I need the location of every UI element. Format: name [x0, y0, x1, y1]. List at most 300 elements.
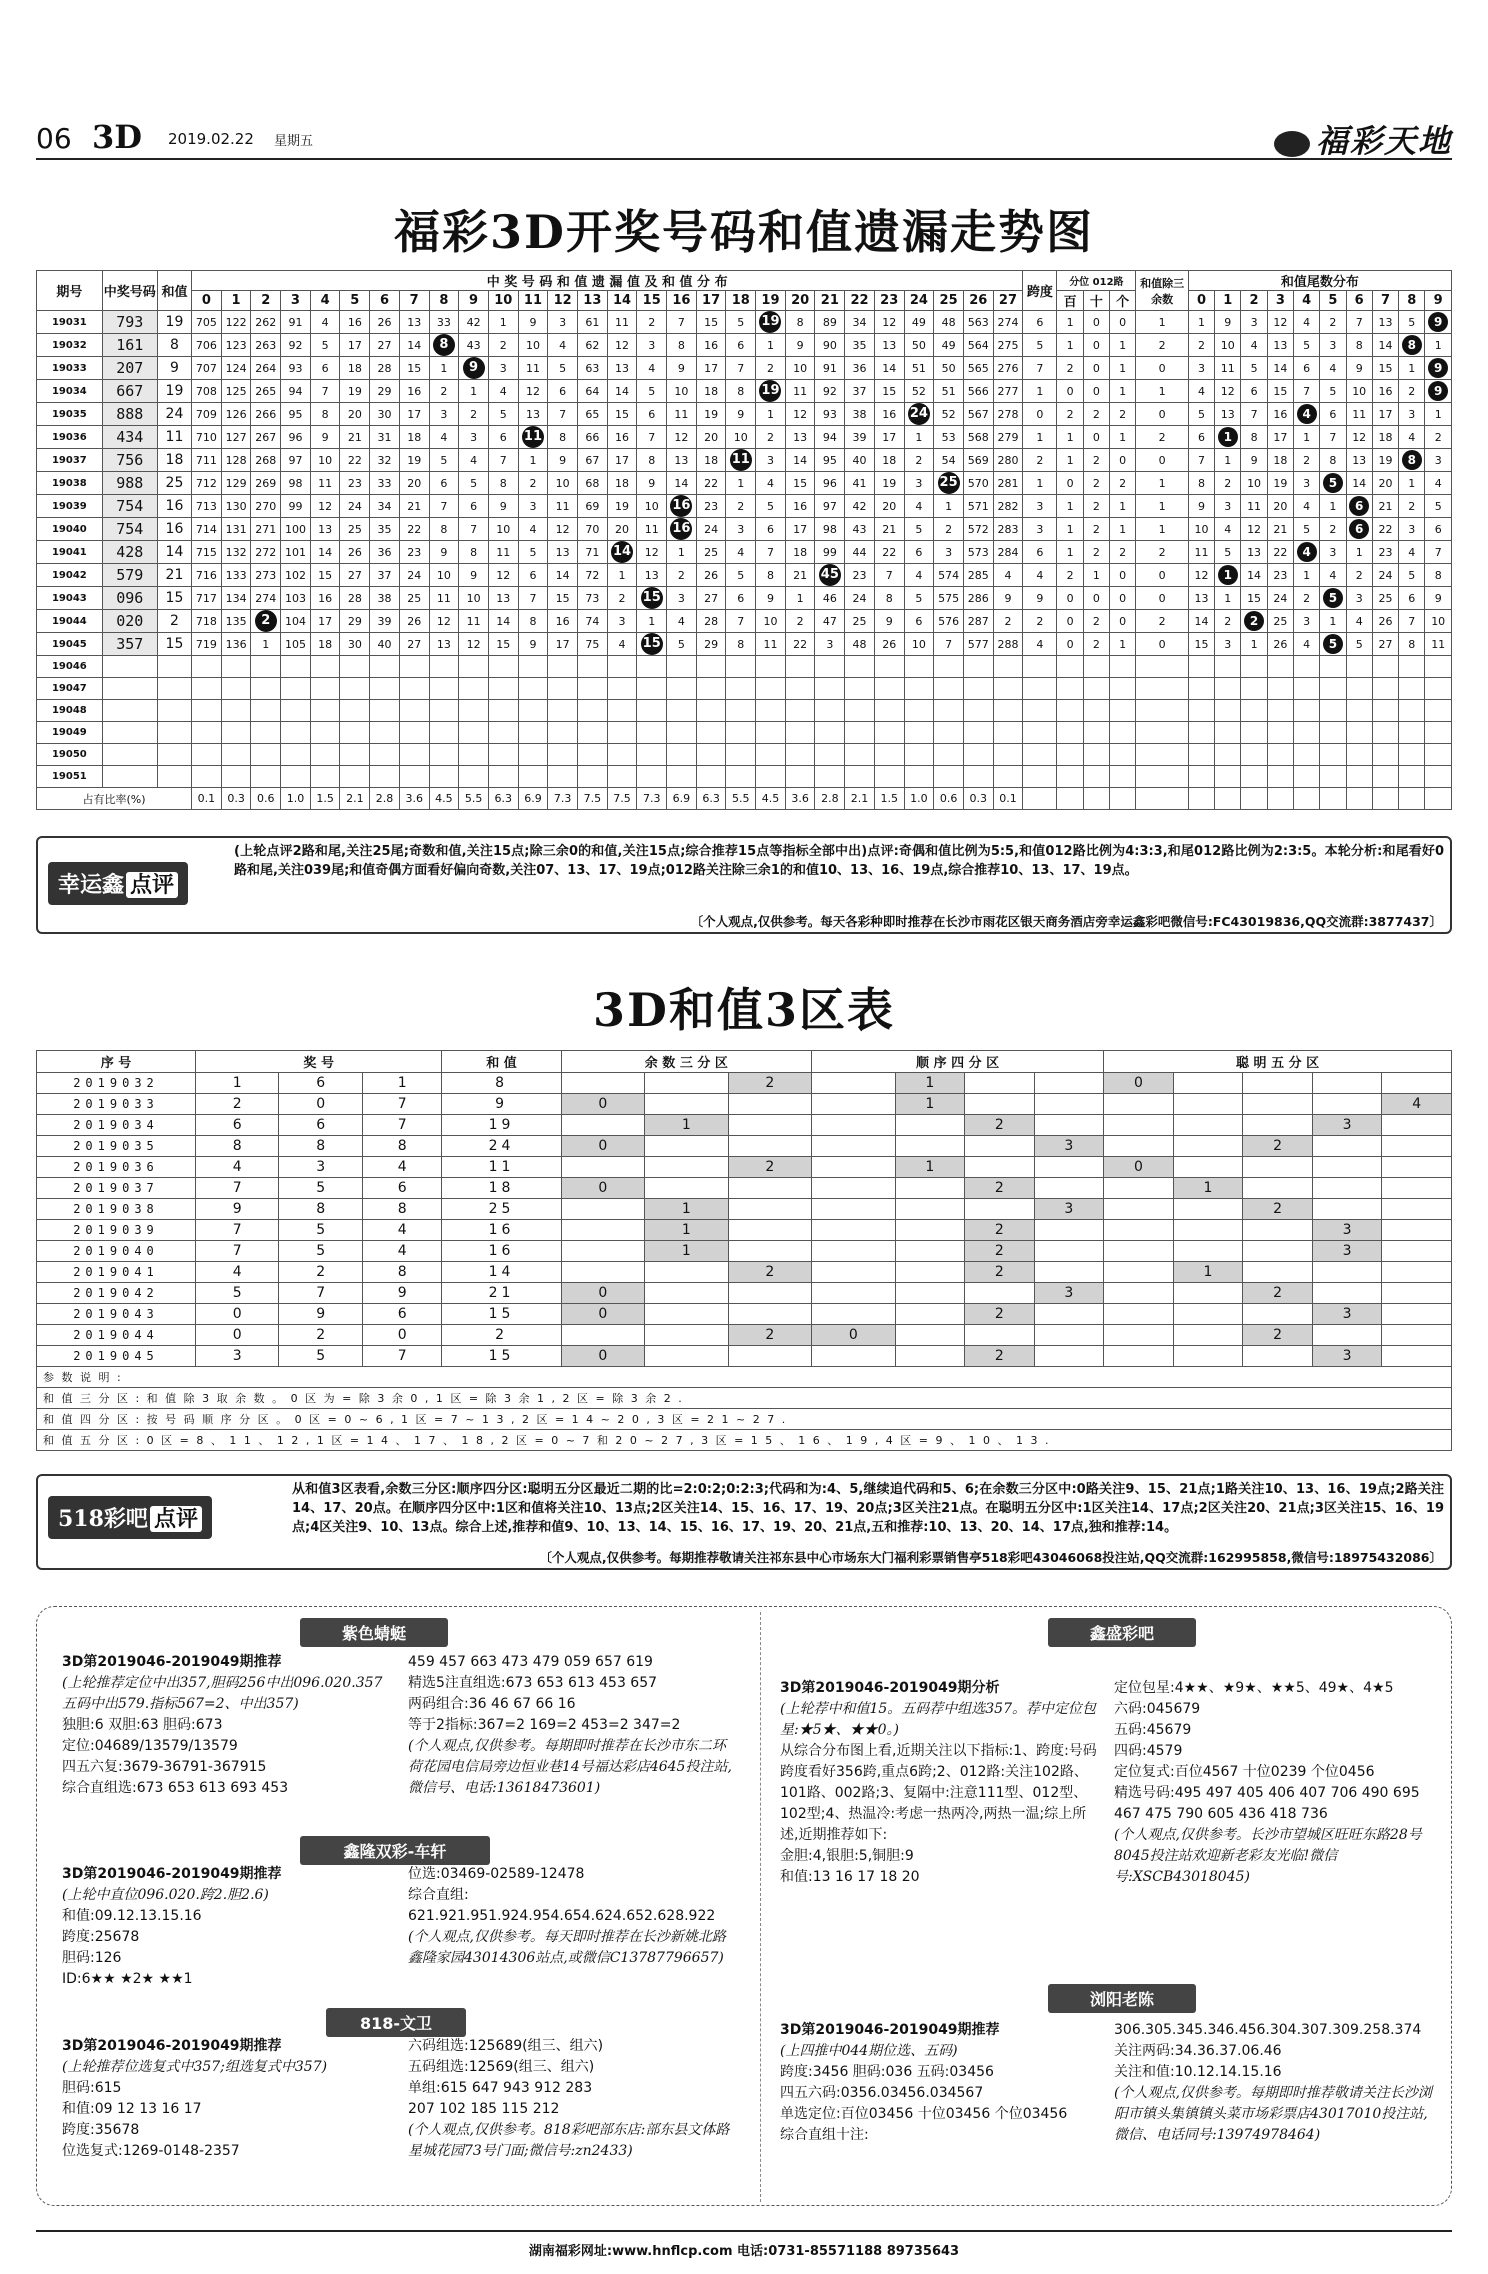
- tail-cell: 7: [1399, 610, 1425, 633]
- tail-ball: 5: [1323, 473, 1343, 493]
- sum-miss-cell: 28: [370, 357, 400, 380]
- empty-cell: [221, 700, 251, 722]
- col-sum-value: 16: [667, 291, 697, 311]
- empty-cell: [488, 678, 518, 700]
- empty-cell: [845, 678, 875, 700]
- zone-digit: 3: [195, 1346, 278, 1367]
- sum-miss-cell: 276: [993, 357, 1023, 380]
- tail-cell: 10: [1188, 518, 1214, 541]
- tail-cell: [1320, 587, 1346, 610]
- col-route-sub: 十: [1083, 291, 1109, 311]
- sum-miss-cell: 11: [637, 518, 667, 541]
- sum-miss-cell: 124: [221, 357, 251, 380]
- empty-cell: [1346, 744, 1372, 766]
- table-row: [37, 1073, 1452, 1094]
- zone-cell-z5: 3: [1312, 1304, 1382, 1325]
- empty-row: [37, 656, 1452, 678]
- empty-cell: [102, 700, 157, 722]
- span-cell: 6: [1023, 311, 1057, 334]
- empty-cell: [340, 700, 370, 722]
- tail-cell: 13: [1372, 311, 1398, 334]
- sum-miss-cell: 3: [637, 334, 667, 357]
- sum-miss-cell: 65: [577, 403, 607, 426]
- route-cell: 1: [1110, 426, 1136, 449]
- empty-cell: [548, 766, 578, 788]
- zone-cell-z5: [1104, 1094, 1174, 1115]
- rec-line: 胆码:126: [62, 1950, 122, 1966]
- zone-cell-z5: [1173, 1199, 1243, 1220]
- sum-miss-cell: 3: [726, 518, 756, 541]
- sum-miss-cell: 22: [785, 633, 815, 656]
- route-cell: 2: [1083, 403, 1109, 426]
- empty-cell: [1188, 656, 1214, 678]
- col-mod3: 和值除三余数: [1136, 271, 1189, 311]
- rec-heading: 3D第2019046-2019049期推荐: [62, 1866, 282, 1882]
- sum-miss-cell: 22: [874, 541, 904, 564]
- sum-miss-cell: 4: [488, 380, 518, 403]
- sum-miss-cell: 17: [696, 357, 726, 380]
- sum-miss-cell: 22: [340, 449, 370, 472]
- empty-cell: [281, 766, 311, 788]
- zone-cell-z4: 2: [965, 1262, 1035, 1283]
- mod3-cell: 0: [1136, 587, 1189, 610]
- span-cell: 6: [1023, 541, 1057, 564]
- tail-cell: 1: [1425, 334, 1452, 357]
- empty-cell: [1083, 766, 1109, 788]
- empty-cell: [518, 656, 548, 678]
- empty-cell: [1425, 700, 1452, 722]
- period-cell: 19034: [37, 380, 103, 403]
- sum-miss-cell: 15: [874, 380, 904, 403]
- zone-cell-z5: [1382, 1283, 1452, 1304]
- route-cell: 1: [1057, 541, 1083, 564]
- route-cell: 2: [1083, 518, 1109, 541]
- tail-cell: 1: [1215, 587, 1241, 610]
- sum-miss-cell: 14: [548, 564, 578, 587]
- zone-cell-z5: [1173, 1304, 1243, 1325]
- empty-cell: [726, 766, 756, 788]
- route-cell: 0: [1083, 426, 1109, 449]
- sum-miss-cell: 36: [845, 357, 875, 380]
- zone-digit: 6: [362, 1304, 441, 1325]
- sum-miss-cell: 270: [251, 495, 281, 518]
- sum-miss-cell: 39: [370, 610, 400, 633]
- sum-miss-cell: 563: [963, 311, 993, 334]
- ratio-cell: 0.3: [221, 788, 251, 810]
- sum-miss-cell: 99: [281, 495, 311, 518]
- ratio-cell: 6.3: [696, 788, 726, 810]
- sum-miss-cell: 27: [399, 633, 429, 656]
- tail-cell: 20: [1372, 472, 1398, 495]
- sum-miss-cell: 22: [696, 472, 726, 495]
- period-cell: 19044: [37, 610, 103, 633]
- zone-cell-z4: [895, 1199, 965, 1220]
- number-cell: 754: [102, 495, 157, 518]
- sum-miss-cell: 15: [696, 311, 726, 334]
- zone-cell-z4: [965, 1325, 1035, 1346]
- ratio-cell: 1.0: [281, 788, 311, 810]
- sum-miss-cell: 11: [488, 541, 518, 564]
- zone-cell-z3: [728, 1136, 811, 1157]
- tail-cell: 14: [1346, 472, 1372, 495]
- sum-miss-cell: 3: [607, 610, 637, 633]
- sum-miss-cell: 19: [696, 403, 726, 426]
- trend-table: [36, 270, 1452, 810]
- sum-miss-cell: 16: [696, 334, 726, 357]
- zone-digit: 9: [362, 1283, 441, 1304]
- empty-cell: [488, 700, 518, 722]
- empty-cell: [1057, 678, 1083, 700]
- col-sum-value: 15: [637, 291, 667, 311]
- zone-cell-z5: [1382, 1241, 1452, 1262]
- sum-miss-cell: 3: [459, 426, 489, 449]
- zone-cell-z4: 2: [965, 1220, 1035, 1241]
- sum-miss-cell: 1: [488, 311, 518, 334]
- period-cell: 19033: [37, 357, 103, 380]
- sum-miss-cell: 15: [548, 587, 578, 610]
- route-cell: 2: [1083, 633, 1109, 656]
- tail-cell: 24: [1267, 587, 1293, 610]
- empty-cell: [1346, 766, 1372, 788]
- tail-cell: 6: [1425, 518, 1452, 541]
- ratio-cell: 7.5: [577, 788, 607, 810]
- sum-miss-cell: 10: [726, 426, 756, 449]
- route-cell: 1: [1083, 564, 1109, 587]
- zone-title: 3D和值3区表: [593, 983, 895, 1037]
- route-cell: 1: [1110, 357, 1136, 380]
- sum-miss-cell: [518, 426, 548, 449]
- empty-cell: [637, 678, 667, 700]
- table-row: [37, 1094, 1452, 1115]
- empty-cell: [1023, 744, 1057, 766]
- zone-cell-z5: [1104, 1304, 1174, 1325]
- period-cell: 19043: [37, 587, 103, 610]
- empty-cell: [251, 722, 281, 744]
- sum-ball: 8: [433, 334, 455, 356]
- sum-miss-cell: 5: [726, 564, 756, 587]
- tail-cell: 3: [1215, 495, 1241, 518]
- span-cell: 7: [1023, 357, 1057, 380]
- zone-cell-z5: [1243, 1094, 1313, 1115]
- empty-cell: [548, 744, 578, 766]
- sum-miss-cell: 268: [251, 449, 281, 472]
- empty-cell: [1425, 656, 1452, 678]
- sum-miss-cell: 92: [281, 334, 311, 357]
- sum-miss-cell: 706: [192, 334, 222, 357]
- sum-miss-cell: 12: [607, 334, 637, 357]
- route-cell: 0: [1057, 380, 1083, 403]
- sum-miss-cell: 568: [963, 426, 993, 449]
- sum-miss-cell: 66: [577, 426, 607, 449]
- sum-miss-cell: 7: [667, 311, 697, 334]
- sum-miss-cell: 10: [548, 472, 578, 495]
- empty-cell: [1136, 744, 1189, 766]
- sum-miss-cell: 46: [815, 587, 845, 610]
- tail-cell: 19: [1372, 449, 1398, 472]
- rec-block-5-left: [780, 2020, 1098, 2146]
- sum-miss-cell: 6: [904, 610, 934, 633]
- span-cell: 2: [1023, 610, 1057, 633]
- empty-cell: [157, 722, 191, 744]
- empty-cell: [1372, 766, 1398, 788]
- badge-text: 518彩吧: [58, 1506, 148, 1532]
- sum-miss-cell: 5: [726, 311, 756, 334]
- comment-badge-2: [48, 1496, 212, 1539]
- span-cell: 1: [1023, 472, 1057, 495]
- sum-miss-cell: 713: [192, 495, 222, 518]
- period-cell: 19039: [37, 495, 103, 518]
- sum-miss-cell: 35: [370, 518, 400, 541]
- tail-cell: [1293, 541, 1319, 564]
- zone-cell-z3: [728, 1178, 811, 1199]
- rec-line: 六码:045679: [1114, 1701, 1201, 1717]
- sum-miss-cell: 17: [340, 334, 370, 357]
- zone-cell-z4: [1034, 1073, 1104, 1094]
- comment-badge-1: [48, 862, 188, 905]
- zone-cell-z5: [1104, 1136, 1174, 1157]
- sum-miss-cell: 17: [785, 518, 815, 541]
- zone-cell-z5: [1104, 1325, 1174, 1346]
- col-sum-value: 19: [756, 291, 786, 311]
- sum-miss-cell: 41: [845, 472, 875, 495]
- rec-line: 四五六复:3679-36791-367915: [62, 1759, 267, 1775]
- zone-cell-z3: [645, 1325, 728, 1346]
- sum-miss-cell: 25: [399, 587, 429, 610]
- sum-miss-cell: 6: [310, 357, 340, 380]
- sum-miss-cell: 12: [637, 541, 667, 564]
- rec-line: 跨度:35678: [62, 2122, 140, 2138]
- sum-miss-cell: 20: [607, 518, 637, 541]
- sum-miss-cell: 283: [993, 518, 1023, 541]
- empty-cell: [459, 722, 489, 744]
- sum-ball: 19: [759, 380, 781, 402]
- zone-note-row: [37, 1388, 1452, 1409]
- sum-miss-cell: 6: [429, 472, 459, 495]
- route-cell: 1: [1057, 334, 1083, 357]
- page-footer: 湖南福彩网址:www.hnflcp.com 电话:0731-85571188 89735643: [36, 2230, 1452, 2259]
- ratio-cell: 0.1: [993, 788, 1023, 810]
- tail-cell: 11: [1215, 357, 1241, 380]
- tail-cell: 1: [1215, 449, 1241, 472]
- sum-miss-cell: 712: [192, 472, 222, 495]
- number-cell: 754: [102, 518, 157, 541]
- sum-miss-cell: 3: [815, 633, 845, 656]
- table-row: [37, 449, 1452, 472]
- sum-miss-cell: 4: [637, 357, 667, 380]
- sum-miss-cell: 8: [874, 587, 904, 610]
- sum-miss-cell: 265: [251, 380, 281, 403]
- rec-line: 位选:03469-02589-12478: [408, 1866, 585, 1882]
- sum-miss-cell: 13: [607, 357, 637, 380]
- sum-miss-cell: 10: [488, 518, 518, 541]
- tab-xinlong: 鑫隆双彩-车轩: [300, 1836, 490, 1865]
- zone-cell-z4: [1034, 1094, 1104, 1115]
- sum-miss-cell: 280: [993, 449, 1023, 472]
- empty-cell: [637, 766, 667, 788]
- sum-miss-cell: 136: [221, 633, 251, 656]
- route-cell: 1: [1110, 334, 1136, 357]
- zone-cell-z3: [561, 1241, 644, 1262]
- comment-box-1: [36, 836, 1452, 934]
- sum-miss-cell: 122: [221, 311, 251, 334]
- sum-miss-cell: 8: [459, 541, 489, 564]
- zone-cell-z3: 1: [645, 1199, 728, 1220]
- tail-cell: [1399, 449, 1425, 472]
- sum-miss-cell: 23: [340, 472, 370, 495]
- rec-line: 621.921.951.924.954.654.624.652.628.922: [408, 1908, 716, 1924]
- empty-cell: [845, 656, 875, 678]
- period-cell: 19036: [37, 426, 103, 449]
- route-cell: 2: [1110, 472, 1136, 495]
- zone-digit: 4: [362, 1157, 441, 1178]
- zone-head-sum: 和 值: [442, 1051, 561, 1073]
- empty-cell: [1399, 678, 1425, 700]
- zone-cell-z4: [812, 1199, 895, 1220]
- sum-miss-cell: 14: [785, 449, 815, 472]
- empty-cell: [963, 678, 993, 700]
- zone-cell-z5: 2: [1243, 1283, 1313, 1304]
- rec-line: 两码组合:36 46 67 66 16: [408, 1696, 576, 1712]
- sum-miss-cell: 5: [637, 380, 667, 403]
- sum-miss-cell: 89: [815, 311, 845, 334]
- zone-digit: 8: [362, 1262, 441, 1283]
- empty-cell: [637, 744, 667, 766]
- tail-cell: 18: [1267, 449, 1293, 472]
- sum-miss-cell: 269: [251, 472, 281, 495]
- empty-cell: [310, 678, 340, 700]
- rec-last-result: (上轮中直位096.020.跨2.胆2.6): [62, 1887, 269, 1903]
- ratio-cell: 0.6: [251, 788, 281, 810]
- sum-miss-cell: 13: [548, 541, 578, 564]
- sum-miss-cell: 17: [607, 449, 637, 472]
- col-sum: 和值: [157, 271, 191, 311]
- table-row: [37, 403, 1452, 426]
- sum-miss-cell: 128: [221, 449, 251, 472]
- sum-miss-cell: 49: [934, 334, 964, 357]
- empty-cell: [904, 678, 934, 700]
- sum-miss-cell: 54: [934, 449, 964, 472]
- sum-miss-cell: 1: [904, 426, 934, 449]
- sum-miss-cell: 64: [577, 380, 607, 403]
- sum-miss-cell: 16: [310, 587, 340, 610]
- tab-xinsheng: 鑫盛彩吧: [1048, 1618, 1196, 1647]
- table-row: [37, 1325, 1452, 1346]
- period-cell: 19032: [37, 334, 103, 357]
- empty-cell: [1057, 788, 1083, 810]
- zone-cell-z5: 2: [1243, 1325, 1313, 1346]
- sum-miss-cell: 17: [399, 403, 429, 426]
- route-cell: 0: [1057, 587, 1083, 610]
- col-sum-value: 7: [399, 291, 429, 311]
- sum-miss-cell: 4: [756, 472, 786, 495]
- zone-cell-z3: [728, 1115, 811, 1136]
- route-cell: 1: [1057, 311, 1083, 334]
- empty-cell: [1241, 722, 1267, 744]
- zone-cell-z4: [812, 1178, 895, 1199]
- ratio-cell: 7.3: [637, 788, 667, 810]
- sum-miss-cell: 15: [488, 633, 518, 656]
- tail-cell: 13: [1188, 587, 1214, 610]
- zone-cell-z4: [812, 1220, 895, 1241]
- empty-cell: [399, 744, 429, 766]
- sum-miss-cell: 9: [488, 495, 518, 518]
- section-name: 3D: [92, 118, 143, 156]
- sum-miss-cell: 25: [845, 610, 875, 633]
- rec-block-3-left: [62, 2036, 394, 2162]
- empty-cell: [1293, 766, 1319, 788]
- zone-cell-z3: [645, 1283, 728, 1304]
- tail-cell: 3: [1293, 472, 1319, 495]
- rec-heading: 3D第2019046-2019049期推荐: [62, 1654, 282, 1670]
- zone-cell-z4: 2: [965, 1241, 1035, 1262]
- sum-miss-cell: 14: [874, 357, 904, 380]
- zone-digit: 1: [362, 1073, 441, 1094]
- sum-ball: 15: [641, 633, 663, 655]
- tail-cell: 14: [1372, 334, 1398, 357]
- col-sum-value: 8: [429, 291, 459, 311]
- zone-digit: 7: [362, 1346, 441, 1367]
- tail-cell: 25: [1267, 610, 1293, 633]
- empty-cell: [934, 656, 964, 678]
- sum-miss-cell: 102: [281, 564, 311, 587]
- tail-cell: 22: [1267, 541, 1293, 564]
- zone-cell-z4: [895, 1241, 965, 1262]
- empty-cell: [874, 678, 904, 700]
- zone-digit: 5: [279, 1220, 362, 1241]
- table-row: [37, 1283, 1452, 1304]
- sum-miss-cell: 18: [607, 472, 637, 495]
- tail-cell: 5: [1241, 357, 1267, 380]
- tail-cell: 9: [1188, 495, 1214, 518]
- sum-miss-cell: 1: [637, 610, 667, 633]
- zone-sum: 19: [442, 1115, 561, 1136]
- empty-cell: [310, 700, 340, 722]
- empty-cell: [1215, 678, 1241, 700]
- col-period: 期号: [37, 271, 103, 311]
- sum-miss-cell: 37: [845, 380, 875, 403]
- empty-cell: [1293, 788, 1319, 810]
- empty-cell: [637, 700, 667, 722]
- empty-row: [37, 700, 1452, 722]
- zone-period: 2019032: [37, 1073, 196, 1094]
- zone-cell-z5: [1104, 1178, 1174, 1199]
- sum-cell: 15: [157, 587, 191, 610]
- sum-miss-cell: 95: [815, 449, 845, 472]
- tail-cell: 9: [1425, 587, 1452, 610]
- empty-cell: [756, 744, 786, 766]
- sum-miss-cell: 8: [488, 472, 518, 495]
- rec-line: 和值:09.12.13.15.16: [62, 1908, 202, 1924]
- empty-cell: [874, 700, 904, 722]
- sum-miss-cell: 11: [459, 610, 489, 633]
- zone-cell-z4: [965, 1283, 1035, 1304]
- empty-cell: [102, 744, 157, 766]
- empty-cell: [756, 722, 786, 744]
- empty-cell: [934, 700, 964, 722]
- empty-cell: [281, 700, 311, 722]
- mod3-cell: 0: [1136, 633, 1189, 656]
- sum-miss-cell: 8: [726, 633, 756, 656]
- empty-cell: [874, 722, 904, 744]
- sum-miss-cell: 566: [963, 380, 993, 403]
- sum-miss-cell: 4: [726, 541, 756, 564]
- tail-ball: 9: [1428, 312, 1448, 332]
- route-cell: 1: [1110, 633, 1136, 656]
- zone-cell-z5: [1104, 1220, 1174, 1241]
- sum-miss-cell: 5: [904, 518, 934, 541]
- sum-miss-cell: 565: [963, 357, 993, 380]
- sum-miss-cell: 40: [370, 633, 400, 656]
